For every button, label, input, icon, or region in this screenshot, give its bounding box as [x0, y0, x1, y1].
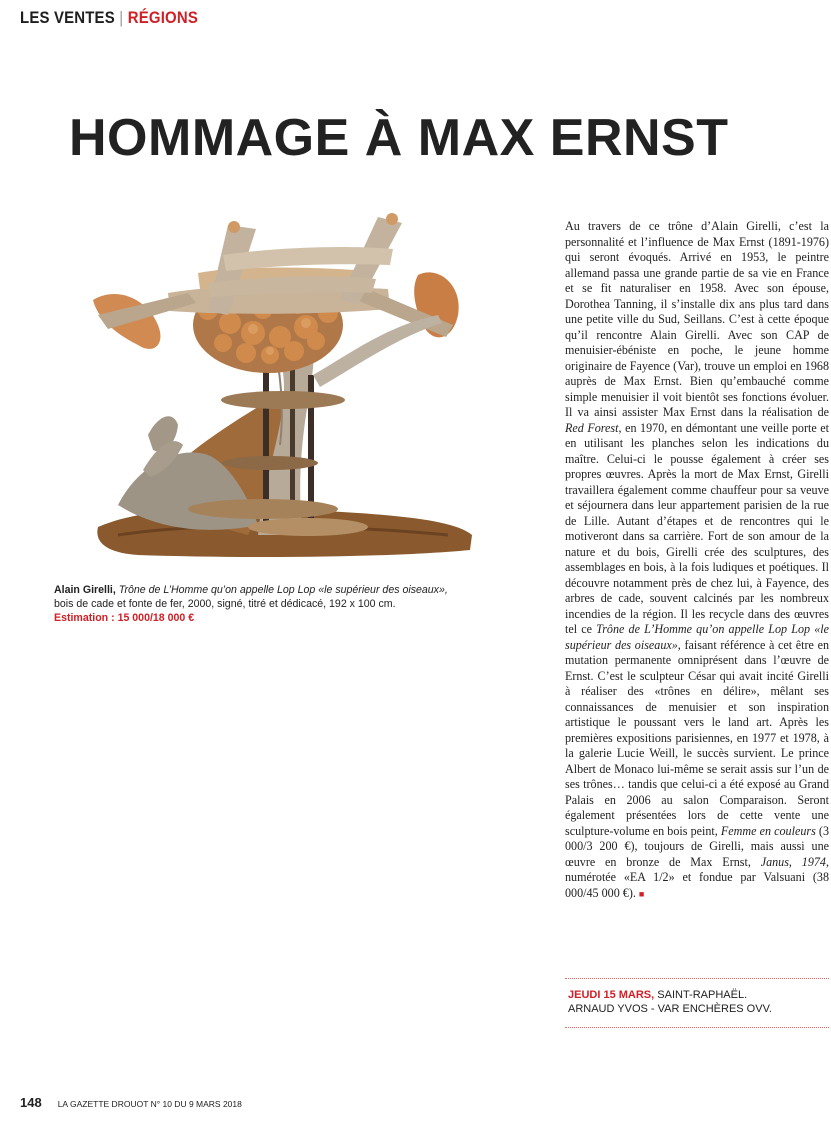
- body-run: , numérotée «EA 1/2» et fondue par Valsuani (38 000/45 000 €).: [565, 854, 829, 900]
- section-header: [20, 8, 198, 28]
- body-run: , faisant référence à cet être en mutation permanente omniprésent dans l’œuvre de Ernst. C’est le sculpteur César qui avait incité Girelli à réaliser des «trônes en délire», mêlant ses connaissances de menuisier et son inspiration artistique le poussant vers le land art. Après les premières expositions parisiennes, en 1977 et 1978, à la galerie Lucie Weill, le succès survient. Le prince Albert de Monaco lui-même se serait assis sur l’un de ses trônes… tandis que celui-ci a été exposé au Grand Palais en 2006 au salon Comparaison. Seront également présentées lors de cette vente une sculpture-volume en bois peint,: [565, 637, 829, 838]
- body-run: Au travers de ce trône d’Alain Girelli, c’est la personnalité et l’influence de Max Ernst (1891-1976) qui seront évoqués. Arrivé en 1953, le peintre allemand passa une grande partie de sa vie en France et se fit naturaliser en 1958. Avec son épouse, Dorothea Tanning, il s’installe dix ans plus tard dans une petite ville du Sud, Seillans. C’est à cette époque qu’il rencontre Alain Girelli. Avec son CAP de menuisier-ébéniste en poche, le jeune homme originaire de Fayence (Var), trouve un emploi en 1968 auprès de Max Ernst. Bien qu’embauché comme simple menuisier il voit bientôt ses fonctions évoluer. Il va ainsi assister Max Ernst dans la réalisation de: [565, 219, 829, 419]
- caption-artist: Alain Girelli,: [54, 584, 116, 596]
- auction-house: ARNAUD YVOS - VAR ENCHÈRES OVV.: [568, 1003, 772, 1015]
- publication-info: LA GAZETTE DROUOT N° 10 DU 9 MARS 2018: [57, 1099, 242, 1109]
- caption-estimate: Estimation : 15 000/18 000 €: [54, 612, 195, 624]
- sale-place: SAINT-RAPHAËL.: [657, 989, 748, 1001]
- body-run: (3 000/3 200 €), toujours de Girelli, mais aussi une œuvre en bronze de Max Ernst,: [565, 823, 829, 869]
- body-run-italic: Red Forest: [565, 420, 619, 435]
- photo-caption: [54, 583, 474, 625]
- section-label: LES VENTES: [20, 8, 115, 27]
- divider-bottom: [565, 1027, 829, 1028]
- page-number: 148: [20, 1095, 42, 1110]
- body-run-italic: Trône de L’Homme qu’on appelle Lop Lop «le supérieur des oiseaux»: [565, 622, 830, 652]
- sculpture-photo: [58, 205, 478, 573]
- divider-top: [565, 978, 829, 979]
- page-footer: [20, 1095, 242, 1110]
- article-title: HOMMAGE À MAX ERNST: [69, 109, 729, 167]
- body-run-italic: Janus, 1974: [760, 854, 826, 869]
- sale-date: JEUDI 15 MARS,: [568, 989, 655, 1001]
- article-body: [565, 219, 829, 902]
- end-mark: ■: [638, 888, 645, 899]
- header-separator: |: [119, 8, 124, 27]
- caption-details: bois de cade et fonte de fer, 2000, signé, titré et dédicacé, 192 x 100 cm.: [54, 598, 396, 610]
- body-run-italic: Femme en couleurs: [720, 823, 816, 838]
- sale-info: [568, 988, 830, 1016]
- caption-work-title: Trône de L’Homme qu’on appelle Lop Lop «le supérieur des oiseaux»,: [118, 584, 448, 596]
- subsection-label: RÉGIONS: [127, 8, 198, 27]
- body-run: , en 1970, en démontant une veille porte et en utilisant les planches selon les indications du maître. Celui-ci le pousse également à créer ses propres œuvres. Après la mort de Max Ernst, Girelli travaillera également comme chauffeur pour sa veuve et séjournera dans leur appartement parisien de la rue de Lille. Autant d’étapes et de rencontres qui le motiveront dans sa carrière. Fort de son amour de la nature et du bois, Girelli crée des sculptures, des assemblages en bois, à la fois ludiques et poétiques. Il découvre notamment près de chez lui, à Fayence, des arbres de cade, souvent calcinés par les nombreux incendies de la région. Il les recycle dans des œuvres tel ce: [565, 420, 830, 636]
